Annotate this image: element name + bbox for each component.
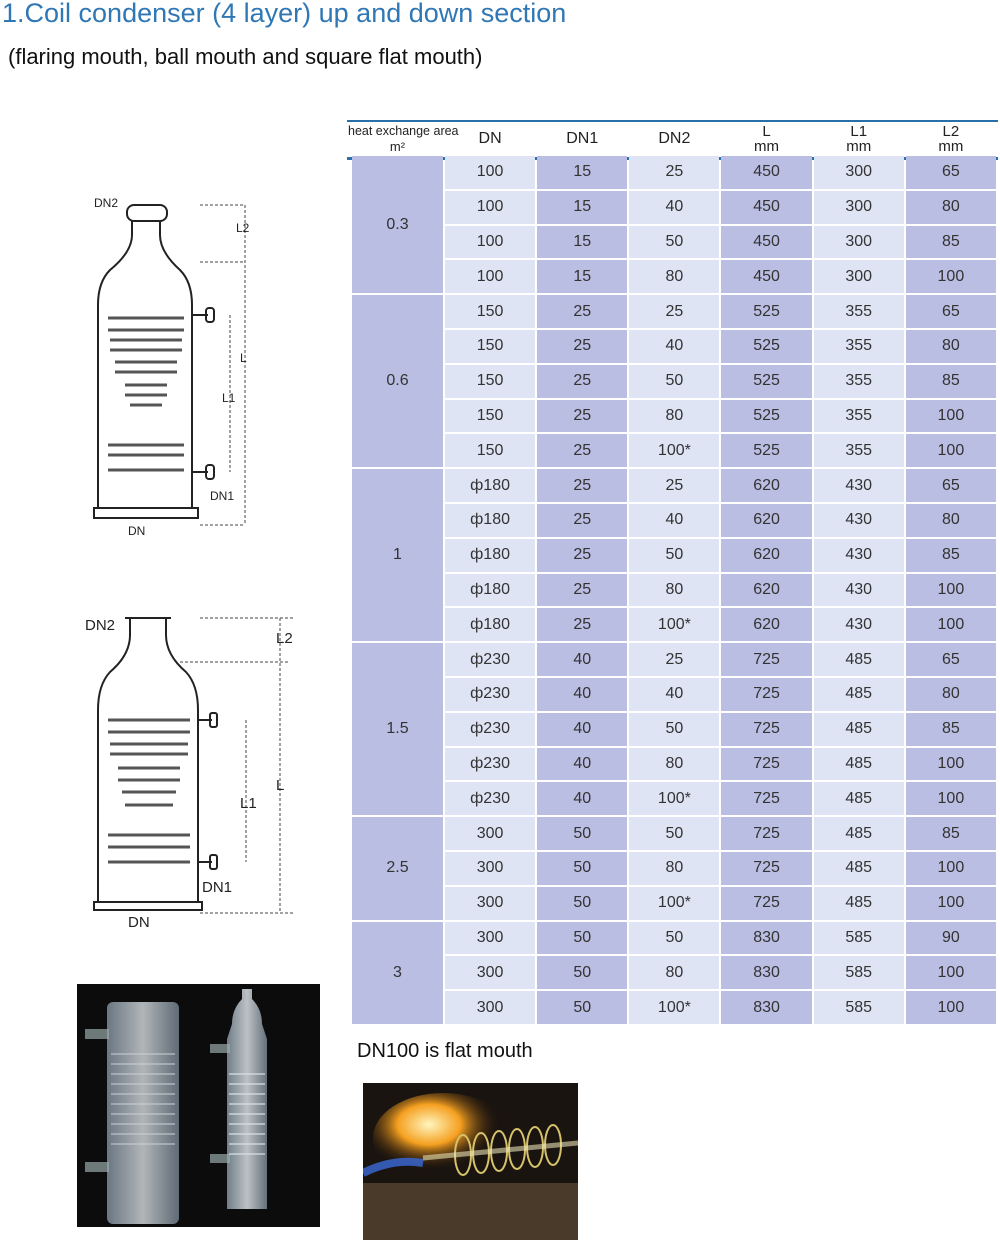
- column-header: [629, 122, 719, 154]
- table-cell: 100: [906, 574, 996, 607]
- area-cell: 0.6: [352, 295, 443, 467]
- label-dn2: DN2: [85, 617, 116, 634]
- table-cell: 450: [721, 191, 811, 224]
- table-cell: ф180: [445, 574, 535, 607]
- table-cell: ф230: [445, 748, 535, 781]
- table-cell: 25: [537, 330, 627, 363]
- column-header: [348, 122, 459, 154]
- table-cell: 100: [445, 226, 535, 259]
- column-header: [906, 122, 996, 154]
- table-cell: 80: [629, 574, 719, 607]
- table-cell: 725: [721, 782, 811, 815]
- header-line2: mm: [846, 138, 872, 155]
- table-cell: 355: [814, 400, 904, 433]
- table-cell: 25: [629, 295, 719, 328]
- area-cell: 0.3: [352, 156, 443, 293]
- table-cell: 100: [906, 748, 996, 781]
- label-l: L: [276, 777, 285, 794]
- table-cell: 100: [906, 434, 996, 467]
- table-cell: 485: [814, 643, 904, 676]
- column-header: [537, 122, 627, 154]
- column-header: [814, 122, 904, 154]
- table-cell: ф180: [445, 608, 535, 641]
- area-cell: 1.5: [352, 643, 443, 815]
- label-l: L: [240, 351, 247, 365]
- table-cell: 25: [537, 608, 627, 641]
- table-cell: 620: [721, 504, 811, 537]
- table-cell: 100*: [629, 991, 719, 1024]
- table-cell: 430: [814, 608, 904, 641]
- table-row: [352, 643, 996, 676]
- table-row: [352, 260, 996, 293]
- table-row: [352, 922, 996, 955]
- table-cell: 150: [445, 434, 535, 467]
- table-cell: 150: [445, 400, 535, 433]
- table-cell: 450: [721, 156, 811, 189]
- table-cell: 830: [721, 991, 811, 1024]
- table-cell: 25: [629, 643, 719, 676]
- table-cell: 430: [814, 504, 904, 537]
- label-l2: L2: [236, 221, 250, 235]
- table-cell: 80: [906, 504, 996, 537]
- table-cell: 40: [537, 748, 627, 781]
- table-cell: 40: [537, 713, 627, 746]
- table-cell: 50: [629, 922, 719, 955]
- table-cell: ф230: [445, 782, 535, 815]
- table-cell: 150: [445, 330, 535, 363]
- table-cell: 80: [629, 260, 719, 293]
- table-cell: 100: [445, 156, 535, 189]
- table-cell: 85: [906, 365, 996, 398]
- table-cell: 65: [906, 295, 996, 328]
- table-cell: 725: [721, 887, 811, 920]
- table-cell: 300: [445, 991, 535, 1024]
- table-cell: 300: [445, 956, 535, 989]
- table-cell: 485: [814, 678, 904, 711]
- header-line2: m²: [389, 139, 406, 154]
- table-cell: 525: [721, 295, 811, 328]
- table-cell: 620: [721, 608, 811, 641]
- table-cell: 525: [721, 365, 811, 398]
- table-cell: 40: [537, 678, 627, 711]
- table-cell: 50: [629, 226, 719, 259]
- table-row: [352, 295, 996, 328]
- table-cell: ф180: [445, 504, 535, 537]
- table-cell: 65: [906, 156, 996, 189]
- label-l2: L2: [276, 630, 293, 647]
- table-cell: 25: [537, 295, 627, 328]
- table-cell: 100: [906, 260, 996, 293]
- flat-mouth-note: DN100 is flat mouth: [357, 1040, 533, 1062]
- table-cell: ф230: [445, 713, 535, 746]
- table-cell: 85: [906, 713, 996, 746]
- table-cell: 65: [906, 643, 996, 676]
- table-row: [352, 887, 996, 920]
- table-cell: 50: [537, 991, 627, 1024]
- table-cell: 485: [814, 713, 904, 746]
- table-cell: 300: [445, 887, 535, 920]
- table-cell: 430: [814, 469, 904, 502]
- table-cell: 50: [537, 887, 627, 920]
- table-cell: 40: [537, 782, 627, 815]
- table-cell: 25: [537, 434, 627, 467]
- table-cell: 40: [629, 191, 719, 224]
- table-cell: 25: [629, 156, 719, 189]
- table-cell: 15: [537, 260, 627, 293]
- condenser-diagram-flaring-mouth: [80, 610, 300, 930]
- table-cell: 300: [814, 260, 904, 293]
- table-cell: 585: [814, 991, 904, 1024]
- header-line1: heat exchange area: [348, 124, 459, 138]
- table-cell: 100: [445, 191, 535, 224]
- table-cell: 25: [537, 574, 627, 607]
- table-cell: ф230: [445, 643, 535, 676]
- table-row: [352, 748, 996, 781]
- header-line2: DN: [478, 130, 502, 147]
- header-line2: mm: [754, 138, 780, 155]
- table-cell: 40: [537, 643, 627, 676]
- header-line1: L1: [850, 123, 868, 140]
- header-line1: L: [762, 123, 771, 140]
- table-cell: 80: [629, 748, 719, 781]
- table-row: [352, 330, 996, 363]
- table-cell: 525: [721, 434, 811, 467]
- area-cell: 1: [352, 469, 443, 641]
- table-row: [352, 817, 996, 850]
- table-cell: 300: [814, 191, 904, 224]
- table-row: [352, 365, 996, 398]
- table-cell: 50: [629, 817, 719, 850]
- table-cell: 80: [906, 678, 996, 711]
- table-cell: 485: [814, 887, 904, 920]
- table-row: [352, 400, 996, 433]
- spec-table: [350, 120, 998, 1026]
- header-line1: L2: [942, 123, 960, 140]
- header-line2: mm: [938, 138, 964, 155]
- table-row: [352, 678, 996, 711]
- table-row: [352, 191, 996, 224]
- table-row: [352, 539, 996, 572]
- table-cell: 300: [814, 226, 904, 259]
- table-cell: 485: [814, 817, 904, 850]
- table-cell: 40: [629, 678, 719, 711]
- table-cell: 485: [814, 852, 904, 885]
- label-l1: L1: [222, 391, 236, 405]
- table-cell: 830: [721, 922, 811, 955]
- table-cell: 355: [814, 434, 904, 467]
- table-cell: 100*: [629, 608, 719, 641]
- table-cell: 430: [814, 539, 904, 572]
- table-cell: 50: [537, 956, 627, 989]
- label-dn: DN: [128, 524, 146, 538]
- condenser-diagram-ball-mouth: [80, 190, 300, 540]
- table-cell: 300: [445, 852, 535, 885]
- table-cell: 40: [629, 330, 719, 363]
- table-row: [352, 434, 996, 467]
- table-cell: 725: [721, 852, 811, 885]
- table-cell: 355: [814, 330, 904, 363]
- table-cell: 725: [721, 678, 811, 711]
- table-cell: 80: [629, 400, 719, 433]
- table-cell: 40: [629, 504, 719, 537]
- table-cell: 585: [814, 956, 904, 989]
- table-row: [352, 956, 996, 989]
- table-cell: 585: [814, 922, 904, 955]
- table-cell: 355: [814, 295, 904, 328]
- table-cell: 50: [537, 852, 627, 885]
- table-cell: 25: [537, 539, 627, 572]
- table-cell: 725: [721, 748, 811, 781]
- table-cell: 620: [721, 539, 811, 572]
- table-cell: 620: [721, 469, 811, 502]
- table-cell: 85: [906, 817, 996, 850]
- table-cell: 300: [445, 817, 535, 850]
- table-cell: 50: [629, 539, 719, 572]
- table-cell: 525: [721, 400, 811, 433]
- table-cell: 80: [906, 191, 996, 224]
- table-row: [352, 991, 996, 1024]
- table-cell: ф180: [445, 539, 535, 572]
- table-cell: 25: [537, 504, 627, 537]
- table-row: [352, 852, 996, 885]
- table-row: [352, 574, 996, 607]
- table-cell: 430: [814, 574, 904, 607]
- table-cell: 50: [537, 922, 627, 955]
- table-cell: 150: [445, 365, 535, 398]
- table-cell: 450: [721, 260, 811, 293]
- table-cell: 150: [445, 295, 535, 328]
- table-cell: 100: [906, 400, 996, 433]
- table-cell: 80: [629, 852, 719, 885]
- table-cell: 620: [721, 574, 811, 607]
- table-cell: 300: [445, 922, 535, 955]
- page-subtitle: (flaring mouth, ball mouth and square flat mouth): [8, 44, 483, 69]
- table-cell: 100: [906, 608, 996, 641]
- table-cell: 100: [906, 991, 996, 1024]
- label-l1: L1: [240, 795, 257, 812]
- label-dn: DN: [128, 914, 150, 930]
- table-row: [352, 156, 996, 189]
- table-cell: 15: [537, 156, 627, 189]
- table-cell: 15: [537, 191, 627, 224]
- table-row: [352, 713, 996, 746]
- table-cell: 100: [906, 887, 996, 920]
- table-cell: 25: [537, 365, 627, 398]
- table-cell: 450: [721, 226, 811, 259]
- table-cell: 100: [906, 852, 996, 885]
- table-cell: 100*: [629, 887, 719, 920]
- table-cell: 50: [537, 817, 627, 850]
- table-cell: ф230: [445, 678, 535, 711]
- header-line2: DN2: [658, 130, 691, 147]
- table-cell: 830: [721, 956, 811, 989]
- product-photo-flame-coil: [363, 1083, 578, 1240]
- table-row: [352, 608, 996, 641]
- table-cell: 100: [445, 260, 535, 293]
- table-cell: 80: [629, 956, 719, 989]
- table-cell: 725: [721, 643, 811, 676]
- table-cell: 485: [814, 782, 904, 815]
- area-cell: 2.5: [352, 817, 443, 919]
- table-cell: 300: [814, 156, 904, 189]
- label-dn2: DN2: [94, 196, 119, 210]
- table-cell: 50: [629, 365, 719, 398]
- table-cell: ф180: [445, 469, 535, 502]
- table-cell: 90: [906, 922, 996, 955]
- label-dn1: DN1: [210, 489, 235, 503]
- table-cell: 100: [906, 782, 996, 815]
- table-cell: 25: [537, 400, 627, 433]
- table-cell: 85: [906, 226, 996, 259]
- table-cell: 25: [537, 469, 627, 502]
- header-line2: DN1: [566, 130, 599, 147]
- table-cell: 725: [721, 817, 811, 850]
- table-row: [352, 504, 996, 537]
- table-row: [352, 469, 996, 502]
- table-cell: 525: [721, 330, 811, 363]
- label-dn1: DN1: [202, 879, 233, 896]
- table-cell: 725: [721, 713, 811, 746]
- table-cell: 485: [814, 748, 904, 781]
- table-cell: 25: [629, 469, 719, 502]
- table-cell: 15: [537, 226, 627, 259]
- product-photo-condensers: [77, 984, 320, 1227]
- table-row: [352, 782, 996, 815]
- table-cell: 50: [629, 713, 719, 746]
- column-header: [721, 122, 811, 154]
- table-cell: 80: [906, 330, 996, 363]
- table-cell: 65: [906, 469, 996, 502]
- area-cell: 3: [352, 922, 443, 1024]
- table-cell: 100: [906, 956, 996, 989]
- table-row: [352, 226, 996, 259]
- table-cell: 85: [906, 539, 996, 572]
- table-cell: 355: [814, 365, 904, 398]
- page-title: 1.Coil condenser (4 layer) up and down section: [2, 0, 567, 28]
- table-cell: 100*: [629, 434, 719, 467]
- table-cell: 100*: [629, 782, 719, 815]
